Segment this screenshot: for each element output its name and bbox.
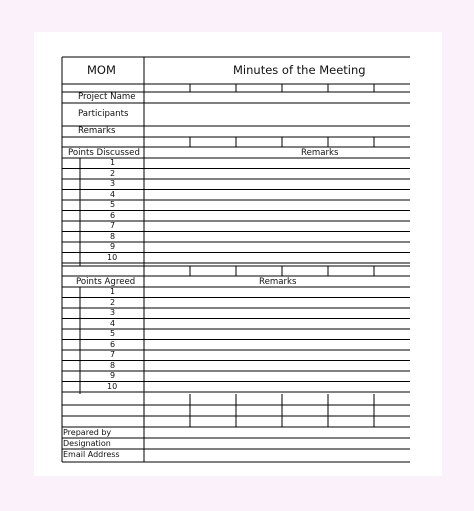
discussed-point-number: 5 [110, 200, 116, 209]
agreed-remarks-header: Remarks [259, 277, 297, 287]
discussed-point-number: 8 [110, 231, 116, 241]
project-name-label: Project Name [78, 92, 136, 102]
agreed-point-number: 9 [110, 371, 116, 380]
designation-label: Designation [63, 439, 111, 448]
discussed-point-number: 4 [110, 189, 116, 199]
remarks-label: Remarks [78, 126, 116, 136]
agreed-point-number: 7 [110, 350, 116, 359]
discussed-point-number: 3 [110, 179, 116, 188]
discussed-point-number: 9 [110, 242, 116, 251]
agreed-point-number: 8 [110, 360, 116, 370]
discussed-point-number: 7 [110, 221, 116, 230]
mom-label: MOM [87, 63, 116, 77]
agreed-point-number: 10 [107, 381, 118, 391]
agreed-point-number: 2 [110, 297, 116, 307]
discussed-point-number: 6 [110, 210, 116, 220]
points-discussed-header: Points Discussed [68, 148, 140, 158]
agreed-point-number: 3 [110, 308, 116, 317]
participants-label: Participants [78, 109, 129, 119]
email-address-label: Email Address [63, 450, 120, 459]
page-title: Minutes of the Meeting [233, 63, 366, 77]
agreed-point-number: 6 [110, 339, 116, 349]
discussed-point-number: 2 [110, 168, 116, 178]
points-agreed-header: Points Agreed [76, 277, 136, 287]
agreed-point-number: 1 [110, 287, 116, 296]
discussed-point-number: 10 [107, 252, 118, 262]
discussed-point-number: 1 [110, 158, 116, 167]
prepared-by-label: Prepared by [63, 428, 112, 437]
discussed-remarks-header: Remarks [301, 148, 339, 158]
agreed-point-number: 5 [110, 329, 116, 338]
agreed-point-number: 4 [110, 318, 116, 328]
